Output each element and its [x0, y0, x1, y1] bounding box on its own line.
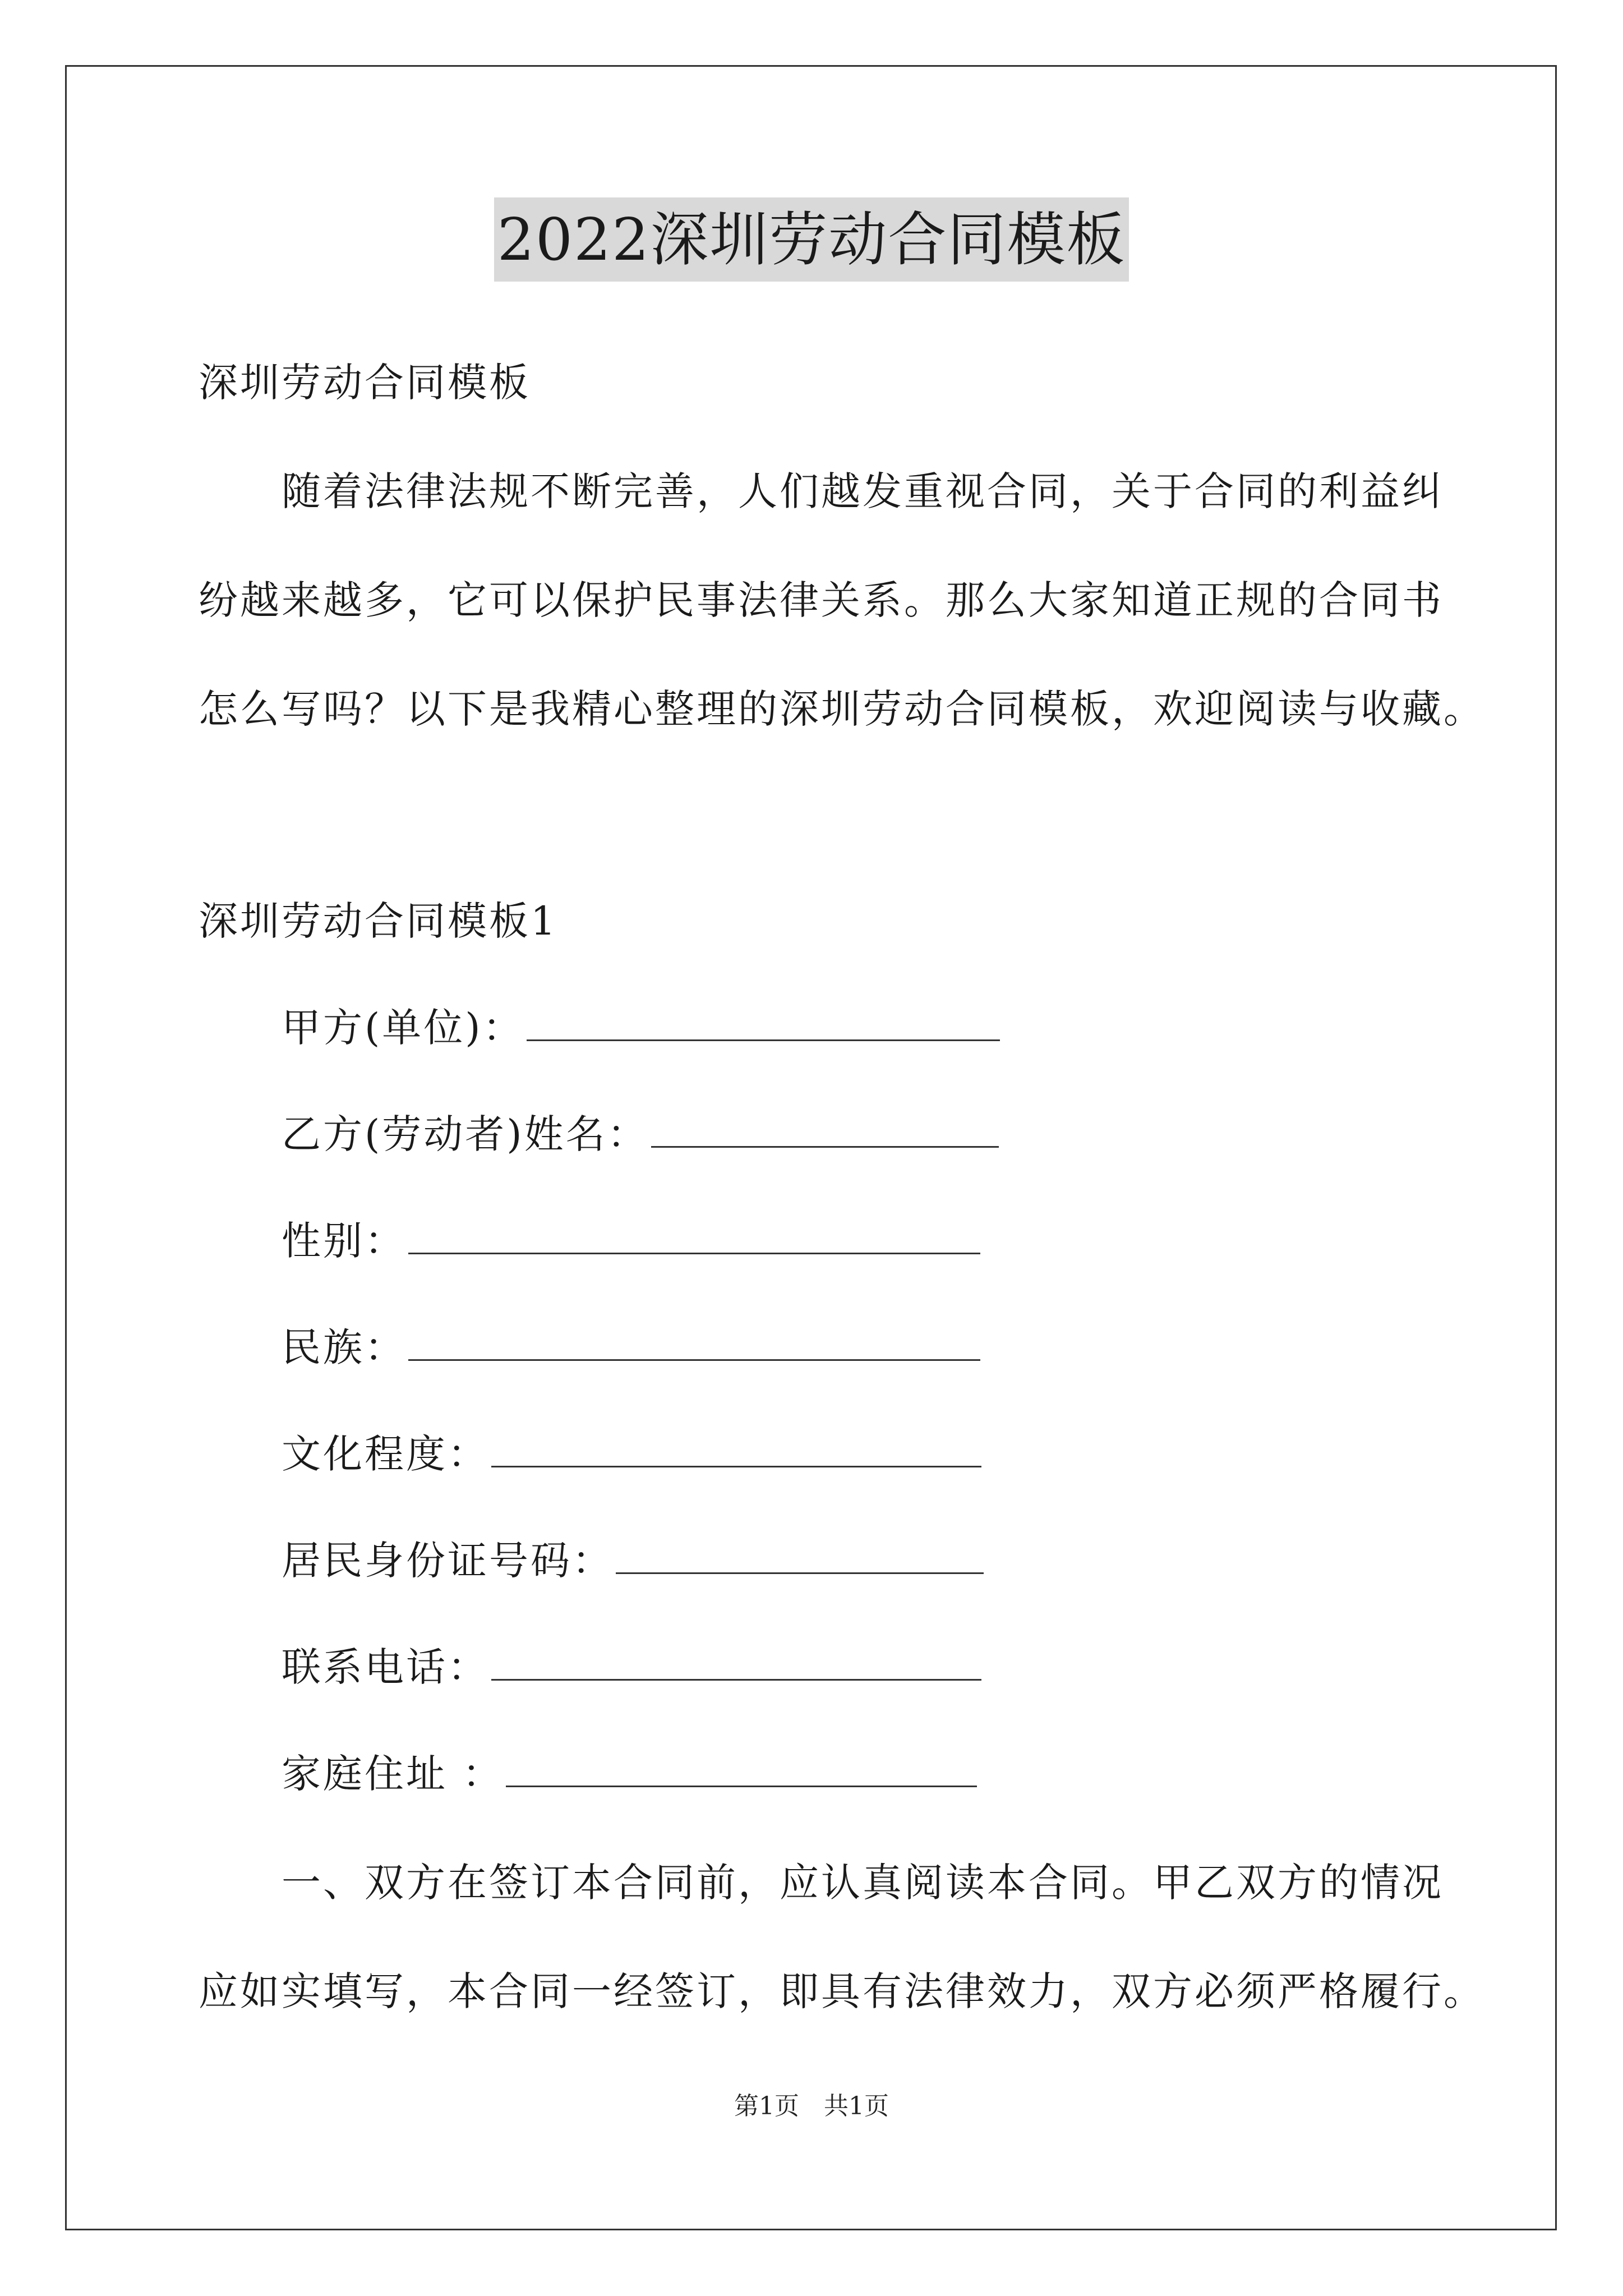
- field-label: 文化程度：: [282, 1431, 489, 1477]
- field-label: 性别：: [282, 1218, 406, 1264]
- field-label: 居民身份证号码：: [282, 1538, 614, 1584]
- page-number-footer: 第1页 共1页: [734, 2092, 889, 2120]
- fill-blank-line[interactable]: [491, 1465, 981, 1467]
- field-education: [282, 1423, 981, 1479]
- section-heading: 深圳劳动合同模板1: [199, 898, 558, 944]
- fill-blank-line[interactable]: [651, 1145, 999, 1148]
- field-employer: [282, 996, 1000, 1053]
- title-container: [0, 197, 1623, 282]
- fill-blank-line[interactable]: [527, 1039, 1000, 1041]
- intro-line-3: 怎么写吗？以下是我精心整理的深圳劳动合同模板，欢迎阅读与收藏。: [199, 686, 1485, 732]
- intro-line-2: 纷越来越多，它可以保护民事法律关系。那么大家知道正规的合同书: [199, 577, 1444, 623]
- intro-line-1: 随着法律法规不断完善，人们越发重视合同，关于合同的利益纠: [282, 468, 1444, 514]
- document-subtitle: 深圳劳动合同模板: [199, 360, 531, 406]
- fill-blank-line[interactable]: [408, 1252, 980, 1254]
- field-label: 家庭住址 ：: [282, 1751, 504, 1797]
- fill-blank-line[interactable]: [491, 1678, 981, 1681]
- document-title: 2022深圳劳动合同模板: [494, 197, 1129, 282]
- field-label: 联系电话：: [282, 1644, 489, 1690]
- field-label: 乙方(劳动者)姓名：: [282, 1111, 649, 1157]
- field-ethnicity: [282, 1316, 980, 1373]
- field-phone: [282, 1636, 981, 1692]
- field-label: 民族：: [282, 1324, 406, 1370]
- fill-blank-line[interactable]: [616, 1572, 984, 1574]
- fill-blank-line[interactable]: [506, 1785, 977, 1787]
- clause-line-2: 应如实填写，本合同一经签订，即具有法律效力，双方必须严格履行。: [199, 1968, 1485, 2014]
- field-id-number: [282, 1529, 984, 1586]
- field-label: 甲方(单位)：: [282, 1005, 524, 1051]
- fill-blank-line[interactable]: [408, 1359, 980, 1361]
- field-gender: [282, 1209, 980, 1266]
- clause-line-1: 一、双方在签订本合同前，应认真阅读本合同。甲乙双方的情况: [282, 1860, 1444, 1906]
- field-home-address: [282, 1742, 977, 1799]
- field-employee-name: [282, 1103, 999, 1159]
